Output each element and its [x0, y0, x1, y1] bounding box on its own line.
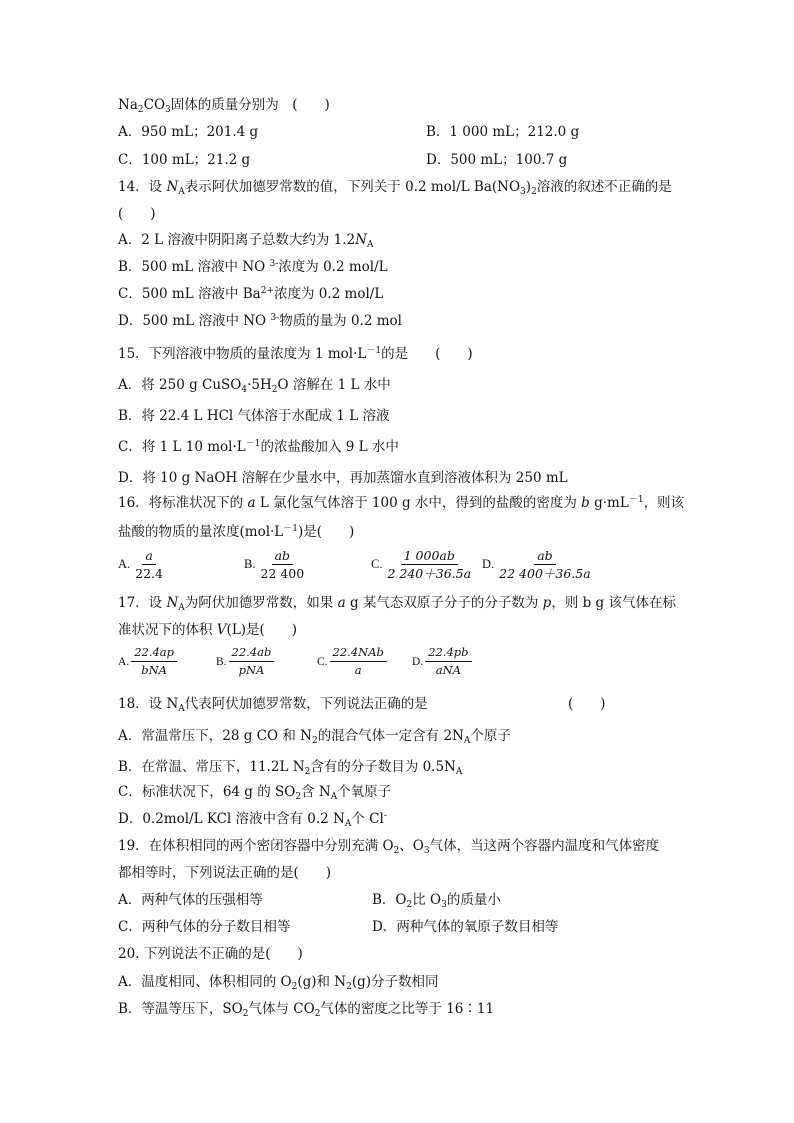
q17-stem-line1: 17．设 $N_A$为阿伏加德罗常数，如果 a g 某气态双原子分子的分子数为 p，则 b g 该气体在标: [118, 595, 676, 613]
q15-stem: 15．下列溶液中物质的量浓度为 1 $mol\cdot L^{-1}$的是 ( ): [118, 346, 473, 362]
q18-option-a: A．常温常压下，28 g CO 和 $N_2$的混合气体一定含有 $2N_A$个原子: [118, 728, 511, 746]
q13-option-a: A．950 mL；201.4 g: [118, 124, 259, 140]
q14-bracket: ( ): [118, 206, 156, 222]
q13-stem-tail: $Na_2CO_3$固体的质量分别为 ( ): [118, 97, 330, 115]
q16-stem-line2: 盐酸的物质的量浓度$(mol\cdot L^{-1})$是( ): [118, 524, 355, 540]
q14-option-b: B．500 mL 溶液中 NO $^{3-}$浓度为 0.2 mol/L: [118, 259, 388, 275]
q19-option-d: D．两种气体的氧原子数目相等: [372, 919, 559, 935]
q18-option-c: C．标准状况下，64 g 的 $SO_2$含 $N_A$个氧原子: [118, 784, 392, 802]
q20-option-b: B．等温等压下，$SO_2$气体与 $CO_2$气体的密度之比等于 16∶11: [118, 1001, 495, 1019]
q16-option-a: A. $\frac{a}{22.4}$: [118, 548, 163, 581]
q14-option-d: D．500 mL 溶液中 NO $^{3-}$物质的量为 0.2 mol: [118, 313, 402, 329]
q18-option-b: B．在常温、常压下，11.2L $N_2$含有的分子数目为 $0.5N_A$: [118, 759, 463, 777]
q19-option-a: A．两种气体的压强相等: [118, 892, 263, 908]
q19-option-c: C．两种气体的分子数目相等: [118, 919, 291, 935]
q17-option-c: C. $\frac{\text{22.4NAb}}{a}$: [317, 645, 387, 678]
q20-stem: 20. 下列说法不正确的是( ): [118, 946, 303, 962]
q15-option-a: A．将 250 g $CuSO_4\cdot 5H_2O$ 溶解在 1 L 水中: [118, 377, 391, 395]
q17-option-d: D. $\frac{22.4pb}{\text{aNA}}$: [412, 645, 472, 678]
q16-option-d: D. $\frac{ab}{22 400+36.5a}$: [482, 548, 591, 581]
q17-option-b: B. $\frac{22.4ab}{\text{pNA}}$: [216, 645, 274, 678]
q19-stem-line2: 都相等时，下列说法正确的是( ): [118, 865, 332, 881]
q19-option-b: B．$O_2$比 $O_3$的质量小: [372, 892, 501, 910]
q14-option-c: C．500 mL 溶液中 $Ba^{2+}$浓度为 0.2 mol/L: [118, 286, 384, 302]
q18-option-d: D．0.2mol/L KCl 溶液中含有 0.2 $N_A$个 Cl-: [118, 811, 387, 829]
q17-stem-line2: 准状况下的体积 V(L)是( ): [118, 622, 298, 638]
q20-option-a: A．温度相同、体积相同的 $O_2(g)$和 $N_2(g)$分子数相同: [118, 974, 439, 992]
q16-stem-line1: 16．将标准状况下的 a L 氯化氢气体溶于 100 g 水中，得到的盐酸的密度为 b $g\cdot mL^{-1}$，则该: [118, 495, 685, 511]
q15-option-d: D．将 10 g NaOH 溶解在少量水中，再加蒸馏水直到溶液体积为 250 mL: [118, 470, 568, 486]
q13-option-d: D．500 mL；100.7 g: [426, 152, 568, 168]
q18-stem: 18．设 $N_A$代表阿伏加德罗常数，下列说法正确的是: [118, 696, 428, 714]
q18-bracket: ( ): [568, 696, 606, 712]
q19-stem-line1: 19．在体积相同的两个密闭容器中分别充满 $O_2$、$O_3$气体，当这两个容器内温度和气体密度: [118, 838, 660, 856]
q13-option-b: B．1 000 mL；212.0 g: [426, 124, 580, 140]
q15-option-c: C．将 1 L 10 $mol\cdot L^{-1}$的浓盐酸加入 9 L 水中: [118, 439, 399, 455]
q16-option-b: B. $\frac{ab}{22 400}$: [244, 548, 305, 581]
q17-option-a: A. $\frac{22.4ap}{\text{bNA}}$: [118, 645, 177, 678]
q16-option-c: C. $\frac{1 000ab}{2 240+36.5a}$: [371, 548, 472, 581]
q14-option-a: A．2 L 溶液中阴阳离子总数大约为 $1.2N_A$: [118, 232, 374, 250]
q15-option-b: B．将 22.4 L HCl 气体溶于水配成 1 L 溶液: [118, 408, 390, 424]
q14-stem: 14．设 $N_A$表示阿伏加德罗常数的值，下列关于 0.2 mol/L $Ba(NO_3)_2$溶液的叙述不正确的是: [118, 179, 672, 197]
q13-option-c: C．100 mL；21.2 g: [118, 152, 251, 168]
